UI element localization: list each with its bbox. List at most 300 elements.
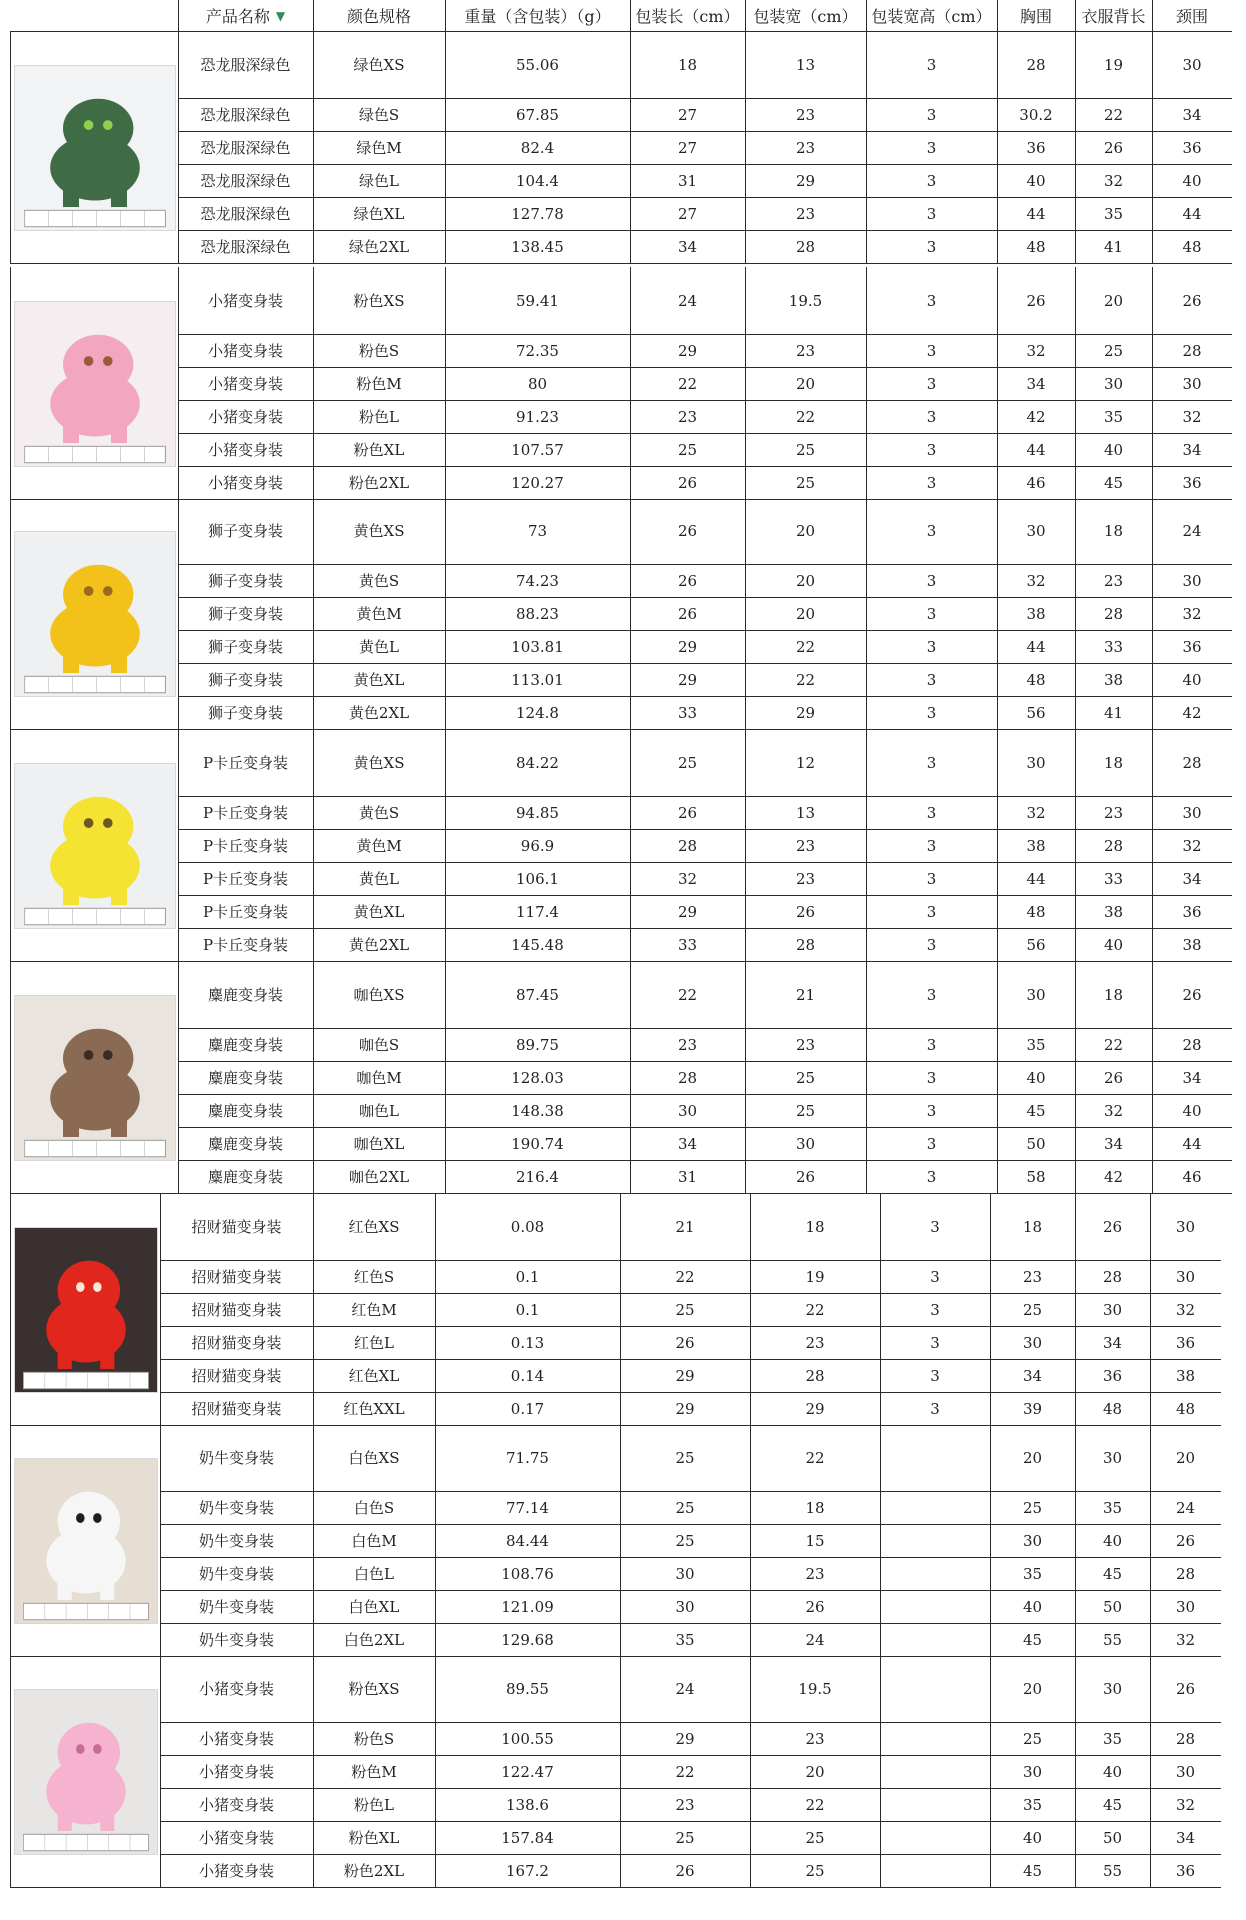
cell-neck: 30 [1175, 1267, 1196, 1286]
cell-color-spec: 绿色L [359, 172, 399, 190]
cell-package-height: 3 [930, 1333, 940, 1352]
cell-back-length: 18 [1103, 521, 1124, 540]
cell-weight: 0.1 [515, 1267, 540, 1286]
cell-color-spec: 咖色2XL [348, 1168, 410, 1186]
cell-color-spec: 黄色2XL [348, 936, 410, 954]
cell-weight: 59.41 [516, 291, 559, 310]
grid-line [620, 1655, 621, 1887]
grid-line [178, 1127, 1232, 1128]
cell-weight: 77.14 [506, 1498, 549, 1517]
cell-color-spec: 绿色M [356, 139, 402, 157]
cell-package-length: 22 [675, 1267, 695, 1286]
cell-neck: 32 [1175, 1630, 1196, 1649]
cell-package-height: 3 [926, 1035, 937, 1054]
grid-line [178, 796, 1232, 797]
grid-line [10, 497, 11, 729]
grid-line [160, 1656, 1221, 1657]
cell-package-width: 20 [805, 1762, 825, 1781]
grid-line [178, 131, 1232, 132]
grid-line [1075, 961, 1076, 1193]
cell-neck: 40 [1182, 1101, 1202, 1120]
grid-line [1152, 497, 1153, 729]
grid-line [178, 497, 179, 729]
cell-product-name: 恐龙服深绿色 [200, 238, 291, 256]
grid-line [435, 1655, 436, 1887]
cell-product-name: 招财猫变身装 [191, 1268, 282, 1286]
grid-line [866, 497, 867, 729]
cell-product-name: P卡丘变身装 [202, 754, 289, 772]
grid-line [160, 1424, 161, 1656]
cell-neck: 34 [1182, 1068, 1202, 1087]
cell-back-length: 34 [1102, 1333, 1123, 1352]
grid-line [178, 263, 1232, 264]
cell-back-length: 38 [1103, 670, 1124, 689]
cell-package-height: 3 [926, 604, 937, 623]
lion-costume-photo [14, 531, 176, 697]
cell-weight: 0.17 [510, 1399, 545, 1418]
grid-line [1150, 1655, 1151, 1887]
grid-line [1075, 1655, 1076, 1887]
header-package-length: 包装长（cm） [635, 7, 740, 26]
cell-weight: 94.85 [516, 803, 559, 822]
cell-package-height [880, 1722, 990, 1755]
cell-neck: 28 [1182, 753, 1202, 772]
cell-package-width: 23 [795, 204, 816, 223]
cell-package-length: 24 [675, 1679, 695, 1698]
cell-neck: 30 [1182, 803, 1202, 822]
cell-weight: 127.78 [511, 204, 564, 223]
cell-neck: 32 [1175, 1300, 1196, 1319]
cell-product-name: 招财猫变身装 [191, 1218, 282, 1236]
grid-line [313, 1655, 314, 1887]
cell-color-spec: 粉色XL [353, 441, 405, 459]
cell-back-length: 55 [1102, 1861, 1123, 1880]
cell-package-height: 3 [930, 1217, 940, 1236]
cell-package-width: 23 [805, 1333, 825, 1352]
cell-neck: 34 [1182, 869, 1202, 888]
cell-package-width: 25 [795, 473, 816, 492]
grid-line [178, 1028, 1232, 1029]
cell-back-length: 45 [1103, 473, 1124, 492]
cell-neck: 36 [1182, 138, 1202, 157]
cell-weight: 67.85 [516, 105, 559, 124]
cell-neck: 40 [1182, 171, 1202, 190]
cell-back-length: 26 [1103, 138, 1124, 157]
cell-neck: 32 [1175, 1795, 1196, 1814]
grid-line [160, 1491, 1221, 1492]
cell-neck: 24 [1175, 1498, 1196, 1517]
cell-product-name: 麋鹿变身装 [207, 1036, 283, 1054]
cell-package-width: 29 [795, 171, 816, 190]
cell-package-height [880, 1590, 990, 1623]
cell-package-length: 29 [677, 637, 698, 656]
cell-neck: 36 [1182, 637, 1202, 656]
cell-product-name: 小猪变身装 [198, 1796, 274, 1814]
grid-line [997, 31, 998, 263]
cell-color-spec: 红色XL [348, 1367, 400, 1385]
grid-line [620, 1424, 621, 1656]
cell-back-length: 19 [1103, 55, 1124, 74]
cell-weight: 0.13 [510, 1333, 545, 1352]
cell-package-width: 13 [795, 803, 816, 822]
cell-chest: 35 [1022, 1564, 1043, 1583]
grid-line [445, 961, 446, 1193]
grid-line [313, 31, 314, 263]
grid-line [866, 729, 867, 961]
grid-line [160, 1623, 1221, 1624]
dinosaur-costume-photo [14, 65, 176, 231]
grid-line [313, 1424, 314, 1656]
grid-line [178, 696, 1232, 697]
grid-line [10, 31, 178, 32]
grid-line [160, 1788, 1221, 1789]
grid-line [630, 497, 631, 729]
cell-color-spec: 粉色L [359, 408, 399, 426]
grid-line [313, 961, 314, 1193]
cell-package-width: 20 [795, 521, 816, 540]
cell-neck: 24 [1182, 521, 1202, 540]
cell-product-name: 小猪变身装 [207, 474, 283, 492]
grid-line [10, 729, 178, 730]
grid-line [178, 1160, 1232, 1161]
cell-package-length: 32 [677, 869, 698, 888]
cell-package-height: 3 [930, 1399, 940, 1418]
cell-color-spec: 绿色XS [353, 56, 405, 74]
pikachu-costume-photo [14, 763, 176, 929]
cell-product-name: P卡丘变身装 [202, 903, 289, 921]
cell-package-length: 22 [675, 1762, 695, 1781]
cell-package-length: 31 [677, 171, 698, 190]
cell-package-length: 27 [677, 105, 698, 124]
cell-back-length: 55 [1102, 1630, 1123, 1649]
cell-chest: 39 [1022, 1399, 1043, 1418]
grid-line [630, 0, 631, 31]
cell-weight: 129.68 [501, 1630, 554, 1649]
cell-back-length: 20 [1103, 291, 1124, 310]
cell-neck: 44 [1182, 204, 1202, 223]
grid-line [160, 1655, 161, 1887]
deer-costume-photo [14, 995, 176, 1161]
grid-line [178, 1061, 1232, 1062]
cell-product-name: 小猪变身装 [198, 1829, 274, 1847]
grid-line [178, 164, 1232, 165]
cell-package-height [880, 1524, 990, 1557]
cell-color-spec: 黄色L [359, 870, 399, 888]
cell-package-height: 3 [926, 703, 937, 722]
cell-color-spec: 白色2XL [343, 1631, 405, 1649]
cell-neck: 38 [1182, 935, 1202, 954]
cell-color-spec: 粉色XL [348, 1829, 400, 1847]
cell-package-length: 23 [677, 407, 698, 426]
cell-back-length: 18 [1103, 985, 1124, 1004]
cell-package-height: 3 [926, 985, 937, 1004]
filter-icon[interactable]: ▼ [275, 8, 286, 23]
cell-package-height: 3 [926, 341, 937, 360]
grid-line [160, 1193, 161, 1425]
cell-color-spec: 黄色S [358, 572, 400, 590]
cell-package-width: 19 [805, 1267, 825, 1286]
cell-neck: 30 [1182, 571, 1202, 590]
cell-package-width: 29 [805, 1399, 825, 1418]
cell-color-spec: 红色M [351, 1301, 397, 1319]
cell-package-height: 3 [926, 803, 937, 822]
cell-product-name: 小猪变身装 [207, 408, 283, 426]
cell-package-height: 3 [926, 291, 937, 310]
header-back-length: 衣服背长 [1081, 7, 1146, 26]
cell-package-height: 3 [926, 204, 937, 223]
cell-color-spec: 粉色M [351, 1763, 397, 1781]
grid-line [1075, 31, 1076, 263]
cell-neck: 20 [1175, 1448, 1196, 1467]
grid-line [445, 497, 446, 729]
header-product-name-label: 产品名称 [205, 7, 270, 26]
cell-package-length: 25 [675, 1300, 695, 1319]
cell-neck: 32 [1182, 407, 1202, 426]
grid-line [997, 961, 998, 1193]
cell-product-name: 小猪变身装 [198, 1680, 274, 1698]
grid-line [997, 267, 998, 499]
cell-package-width: 23 [795, 836, 816, 855]
cell-back-length: 30 [1102, 1679, 1123, 1698]
cell-back-length: 34 [1103, 1134, 1124, 1153]
grid-line [178, 928, 1232, 929]
cell-neck: 30 [1182, 374, 1202, 393]
cell-color-spec: 红色XXL [343, 1400, 405, 1418]
cell-weight: 157.84 [501, 1828, 554, 1847]
grid-line [313, 729, 314, 961]
cell-package-height: 3 [926, 902, 937, 921]
grid-line [178, 1193, 1232, 1194]
cell-package-width: 23 [795, 105, 816, 124]
cell-chest: 20 [1022, 1679, 1043, 1698]
grid-line [620, 1193, 621, 1425]
cell-product-name: 奶牛变身装 [198, 1565, 274, 1583]
grid-line [313, 497, 314, 729]
cell-package-height: 3 [926, 407, 937, 426]
grid-line [313, 267, 314, 499]
cell-back-length: 40 [1102, 1531, 1123, 1550]
cell-product-name: 狮子变身装 [207, 605, 283, 623]
cell-neck: 36 [1175, 1333, 1196, 1352]
cell-package-height: 3 [930, 1300, 940, 1319]
cell-package-width: 22 [795, 670, 816, 689]
grid-line [178, 367, 1232, 368]
cell-back-length: 25 [1103, 341, 1124, 360]
cell-chest: 48 [1026, 670, 1046, 689]
cell-chest: 25 [1022, 1729, 1043, 1748]
cell-weight: 88.23 [516, 604, 559, 623]
grid-line [750, 1655, 751, 1887]
grid-line [178, 729, 179, 961]
cell-product-name: 小猪变身装 [207, 375, 283, 393]
cell-package-length: 30 [677, 1101, 698, 1120]
cell-color-spec: 黄色XL [353, 903, 405, 921]
cell-package-width: 20 [795, 571, 816, 590]
cell-neck: 36 [1182, 902, 1202, 921]
grid-line [1075, 1424, 1076, 1656]
grid-line [178, 829, 1232, 830]
cell-package-width: 28 [795, 935, 816, 954]
cell-chest: 25 [1022, 1300, 1043, 1319]
grid-line [160, 1590, 1221, 1591]
grid-line [750, 1193, 751, 1425]
cell-weight: 103.81 [511, 637, 564, 656]
cell-weight: 89.55 [506, 1679, 549, 1698]
grid-line [178, 98, 1232, 99]
cell-neck: 26 [1182, 291, 1202, 310]
cell-package-length: 22 [677, 374, 698, 393]
cell-package-width: 24 [805, 1630, 825, 1649]
cell-back-length: 28 [1102, 1267, 1123, 1286]
cell-package-height: 3 [926, 521, 937, 540]
grid-line [160, 1854, 1221, 1855]
cell-product-name: 恐龙服深绿色 [200, 205, 291, 223]
cell-neck: 48 [1182, 237, 1202, 256]
cell-back-length: 23 [1103, 571, 1124, 590]
grid-line [160, 1755, 1221, 1756]
cell-package-length: 29 [677, 902, 698, 921]
cell-color-spec: 粉色XS [353, 292, 405, 310]
header-product-name[interactable] [178, 0, 313, 31]
cell-package-height: 3 [926, 869, 937, 888]
grid-line [1075, 1193, 1076, 1425]
cell-back-length: 22 [1103, 1035, 1124, 1054]
cell-neck: 34 [1182, 440, 1202, 459]
cell-weight: 120.27 [511, 473, 564, 492]
cell-neck: 30 [1175, 1217, 1196, 1236]
grid-line [178, 499, 1232, 500]
cell-product-name: P卡丘变身装 [202, 837, 289, 855]
cell-neck: 38 [1175, 1366, 1196, 1385]
cell-product-name: P卡丘变身装 [202, 870, 289, 888]
cell-neck: 28 [1182, 1035, 1202, 1054]
cell-back-length: 42 [1103, 1167, 1124, 1186]
cell-color-spec: 咖色XL [353, 1135, 405, 1153]
cell-chest: 45 [1022, 1630, 1043, 1649]
cell-package-height: 3 [926, 237, 937, 256]
cell-color-spec: 黄色L [359, 638, 399, 656]
cell-product-name: 麋鹿变身装 [207, 1069, 283, 1087]
cell-package-height: 3 [930, 1267, 940, 1286]
cell-neck: 40 [1182, 670, 1202, 689]
cell-product-name: P卡丘变身装 [202, 936, 289, 954]
cell-weight: 89.75 [516, 1035, 559, 1054]
cell-package-height: 3 [926, 105, 937, 124]
cell-weight: 145.48 [511, 935, 564, 954]
cell-package-width: 21 [795, 985, 816, 1004]
grid-line [10, 1424, 11, 1656]
grid-line [160, 1887, 1221, 1888]
cell-color-spec: 粉色M [356, 375, 402, 393]
cell-color-spec: 黄色S [358, 804, 400, 822]
grid-line [160, 1722, 1221, 1723]
cell-product-name: 麋鹿变身装 [207, 1168, 283, 1186]
cell-neck: 28 [1182, 341, 1202, 360]
cell-weight: 87.45 [516, 985, 559, 1004]
cell-back-length: 38 [1103, 902, 1124, 921]
cell-package-length: 29 [675, 1366, 695, 1385]
cell-package-length: 28 [677, 1068, 698, 1087]
cell-package-height [880, 1821, 990, 1854]
grid-line [178, 466, 1232, 467]
cell-weight: 0.1 [515, 1300, 540, 1319]
cell-chest: 45 [1022, 1861, 1043, 1880]
cell-package-length: 25 [675, 1531, 695, 1550]
cell-package-length: 24 [677, 291, 698, 310]
cell-weight: 82.4 [520, 138, 555, 157]
cell-back-length: 48 [1102, 1399, 1123, 1418]
cell-color-spec: 黄色XL [353, 671, 405, 689]
grid-line [745, 729, 746, 961]
grid-line [1152, 729, 1153, 961]
grid-line [178, 0, 179, 31]
cell-neck: 34 [1182, 105, 1202, 124]
cell-chest: 35 [1026, 1035, 1046, 1054]
cell-product-name: 狮子变身装 [207, 638, 283, 656]
cell-weight: 138.45 [511, 237, 564, 256]
grid-line [745, 961, 746, 1193]
cell-package-height: 3 [926, 935, 937, 954]
cell-chest: 40 [1022, 1597, 1043, 1616]
cell-color-spec: 咖色XS [353, 986, 405, 1004]
cell-weight: 121.09 [501, 1597, 554, 1616]
cell-color-spec: 白色XL [348, 1598, 400, 1616]
cell-package-width: 26 [795, 1167, 816, 1186]
grid-line [630, 729, 631, 961]
cell-product-name: 奶牛变身装 [198, 1598, 274, 1616]
cell-package-width: 22 [795, 407, 816, 426]
cell-color-spec: 粉色S [358, 342, 400, 360]
cell-weight: 74.23 [516, 571, 559, 590]
cell-neck: 26 [1175, 1679, 1196, 1698]
cell-product-name: 恐龙服深绿色 [200, 106, 291, 124]
grid-line [1152, 0, 1153, 31]
cell-back-length: 32 [1103, 171, 1124, 190]
cell-package-length: 25 [677, 753, 698, 772]
grid-line [630, 267, 631, 499]
cell-chest: 25 [1022, 1498, 1043, 1517]
cell-chest: 34 [1022, 1366, 1043, 1385]
grid-line [160, 1260, 1221, 1261]
cell-chest: 45 [1026, 1101, 1046, 1120]
cell-package-height: 3 [926, 1167, 937, 1186]
cell-color-spec: 白色S [353, 1499, 395, 1517]
grid-line [10, 263, 178, 264]
cell-weight: 84.22 [516, 753, 559, 772]
grid-line [745, 0, 746, 31]
grid-line [160, 1326, 1221, 1327]
cell-neck: 32 [1182, 836, 1202, 855]
cell-neck: 34 [1175, 1828, 1196, 1847]
cell-color-spec: 绿色XL [353, 205, 405, 223]
grid-line [178, 197, 1232, 198]
cell-back-length: 35 [1103, 407, 1124, 426]
cell-chest: 32 [1026, 803, 1046, 822]
grid-line [997, 0, 998, 31]
cell-package-height: 3 [926, 836, 937, 855]
cell-package-length: 35 [675, 1630, 695, 1649]
cell-product-name: 奶牛变身装 [198, 1631, 274, 1649]
cell-back-length: 40 [1102, 1762, 1123, 1781]
header-chest: 胸围 [1019, 7, 1052, 26]
pink-pig-costume-photo [14, 1689, 158, 1855]
grid-line [990, 1424, 991, 1656]
cell-color-spec: 红色L [354, 1334, 394, 1352]
cell-package-length: 29 [677, 341, 698, 360]
cell-neck: 44 [1182, 1134, 1202, 1153]
cell-package-length: 26 [677, 571, 698, 590]
cell-weight: 73 [527, 521, 548, 540]
